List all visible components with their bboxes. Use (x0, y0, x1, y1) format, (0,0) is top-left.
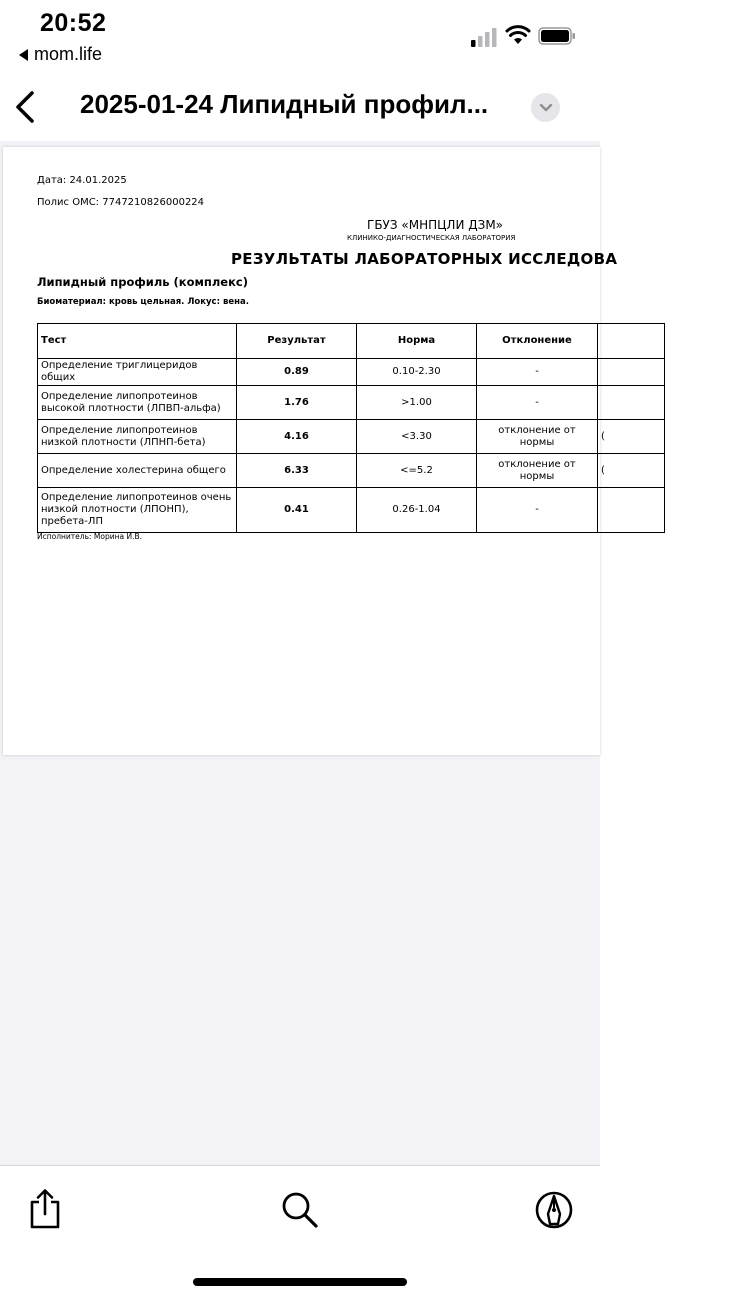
date-line: Дата: 24.01.2025 (37, 175, 127, 186)
biomaterial-line: Биоматериал: кровь цельная. Локус: вена. (37, 297, 249, 307)
back-chevron-icon[interactable] (12, 89, 40, 125)
organization-name: ГБУЗ «МНПЦЛИ ДЗМ» (367, 218, 504, 232)
cell-test: Определение липопротеинов низкой плотности (ЛПНП-бета) (38, 420, 237, 454)
back-to-app-link[interactable] (19, 44, 102, 65)
table-row (38, 386, 665, 420)
cell-extra (598, 386, 665, 420)
pdf-viewer[interactable] (0, 141, 618, 1165)
table-row (38, 488, 665, 533)
title-menu-button[interactable] (531, 93, 560, 122)
cell-extra: ( (598, 420, 665, 454)
cell-norm: <3.30 (357, 420, 477, 454)
cell-norm: >1.00 (357, 386, 477, 420)
cell-test: Определение липопротеинов очень низкой плотности (ЛПОНП), пребета-ЛП (38, 488, 237, 533)
bottom-toolbar (0, 1165, 600, 1299)
header-extra (598, 324, 665, 359)
cell-norm: 0.10-2.30 (357, 359, 477, 386)
status-bar (0, 0, 600, 75)
cell-extra: ( (598, 454, 665, 488)
cell-result: 1.76 (237, 386, 357, 420)
cell-test: Определение триглицеридов общих (38, 359, 237, 386)
cell-deviation: - (477, 386, 598, 420)
cell-deviation: - (477, 488, 598, 533)
cell-test: Определение липопротеинов высокой плотности (ЛПВП-альфа) (38, 386, 237, 420)
cell-result: 4.16 (237, 420, 357, 454)
cell-result: 0.89 (237, 359, 357, 386)
table-row (38, 420, 665, 454)
battery-icon (538, 27, 576, 45)
header-result: Результат (237, 324, 357, 359)
cell-norm: <=5.2 (357, 454, 477, 488)
markup-icon[interactable] (534, 1190, 574, 1230)
cell-test: Определение холестерина общего (38, 454, 237, 488)
header-norm: Норма (357, 324, 477, 359)
table-row (38, 359, 665, 386)
share-icon[interactable] (27, 1188, 63, 1230)
document-title: 2025-01-24 Липидный профил... (80, 89, 489, 119)
cell-extra (598, 359, 665, 386)
policy-line: Полис ОМС: 7747210826000224 (37, 197, 205, 208)
table-header-row (38, 324, 665, 359)
home-indicator[interactable] (193, 1278, 407, 1286)
header-test: Тест (38, 324, 237, 359)
cellular-signal-icon (471, 27, 498, 47)
cell-result: 6.33 (237, 454, 357, 488)
cell-deviation: отклонение от нормы (477, 454, 598, 488)
profile-title: Липидный профиль (комплекс) (37, 275, 248, 289)
cell-norm: 0.26-1.04 (357, 488, 477, 533)
header-deviation: Отклонение (477, 324, 598, 359)
cell-result: 0.41 (237, 488, 357, 533)
navigation-bar (0, 75, 600, 142)
back-triangle-icon (19, 49, 28, 61)
back-app-label: mom.life (34, 44, 103, 64)
cell-extra (598, 488, 665, 533)
executor-line: Исполнитель: Морина И.В. (37, 532, 143, 541)
laboratory-name: КЛИНИКО-ДИАГНОСТИЧЕСКАЯ ЛАБОРАТОРИЯ (347, 234, 516, 242)
results-table (37, 323, 665, 533)
cell-deviation: отклонение от нормы (477, 420, 598, 454)
table-row (38, 454, 665, 488)
pdf-page[interactable] (3, 147, 618, 755)
wifi-icon (505, 24, 531, 46)
search-icon[interactable] (280, 1190, 320, 1230)
chevron-down-icon (539, 103, 553, 112)
cell-deviation: - (477, 359, 598, 386)
results-title: РЕЗУЛЬТАТЫ ЛАБОРАТОРНЫХ ИССЛЕДОВА (231, 250, 618, 268)
status-time: 20:52 (40, 9, 107, 37)
